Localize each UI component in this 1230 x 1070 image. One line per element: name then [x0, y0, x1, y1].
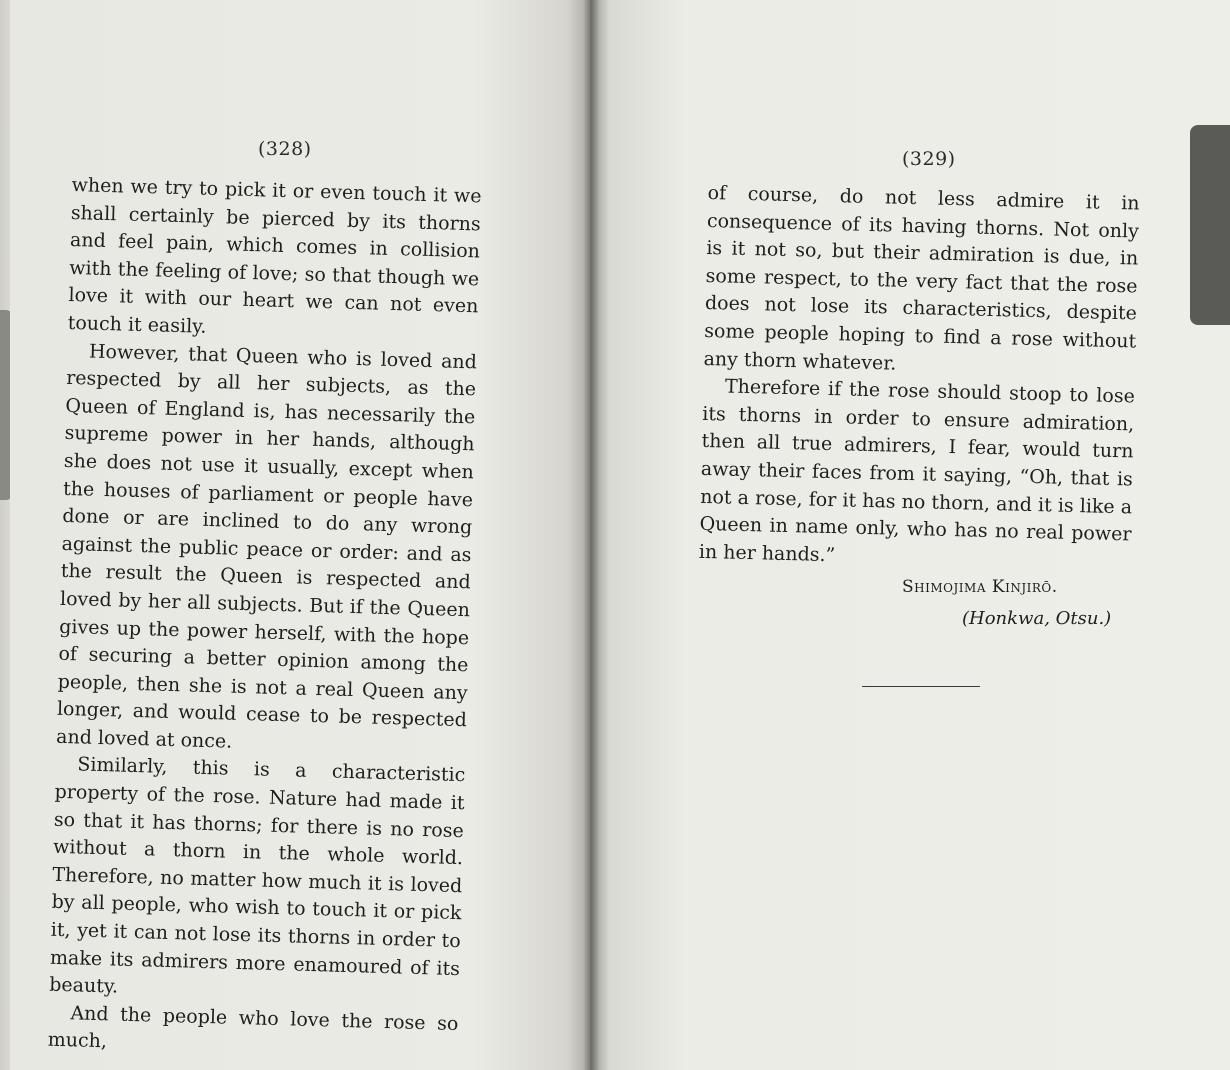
- left-page-text: [47, 172, 481, 1066]
- left-paragraph-1: when we try to pick it or even touch it we shall certainly be pierced by its thorns and feel pain, which comes in collision with the feeling of love; so that though we love it with our heart we can not even touch it easily.: [67, 173, 482, 338]
- page-number-right: (329): [902, 148, 956, 170]
- left-page: [10, 0, 590, 1070]
- left-paragraph-3: Similarly, this is a characteristic property of the rose. Nature had made it so that it has thorns; for there is no rose without a thorn in the whole world. Therefore, no matter how much it is loved by all people, who wish to touch it or pick it, yet it can not lose its thorns in order to make its admirers more enamoured of its beauty.: [48, 753, 466, 998]
- author-signature: Shimojima Kinjirō.: [902, 577, 1058, 597]
- right-page-text: [699, 180, 1140, 577]
- left-paragraph-4: And the people who love the rose so much,: [47, 1002, 459, 1053]
- right-page: [590, 0, 1230, 1070]
- page-tab-right: [1190, 125, 1230, 325]
- author-affiliation: (Honkwa, Otsu.): [962, 608, 1112, 629]
- right-paragraph-1: of course, do not less admire it in consequence of its having thorns. Not only is it not so, but their admiration is due, in some respect, to the very fact that the rose does not lose its characteristics, despite some people hoping to find a rose without any thorn whatever.: [703, 181, 1140, 375]
- left-paragraph-2: However, that Queen who is loved and respected by all her subjects, as the Queen of England is, has necessarily the supreme power in her hands, although she does not use it usually, except when the houses of parliament or people have done or are inclined to do any wrong against the public peace or order: and as the result the Queen is respected and loved by her all subjects. But if the Queen gives up the power herself, with the hope of securing a better opinion among the people, then she is not a real Queen any longer, and would cease to be respected and loved at once.: [55, 340, 478, 753]
- right-paragraph-2: Therefore if the rose should stoop to lose its thorns in order to ensure admiration, then all true admirers, I fear, would turn away their faces from it saying, “Oh, that is not a rose, for it has no thorn, and it is like a Queen in name only, who has no real power in her hands.”: [698, 375, 1136, 566]
- page-number-left: (328): [258, 138, 312, 160]
- section-divider: [862, 686, 980, 687]
- book-spine-gutter: [583, 0, 599, 1070]
